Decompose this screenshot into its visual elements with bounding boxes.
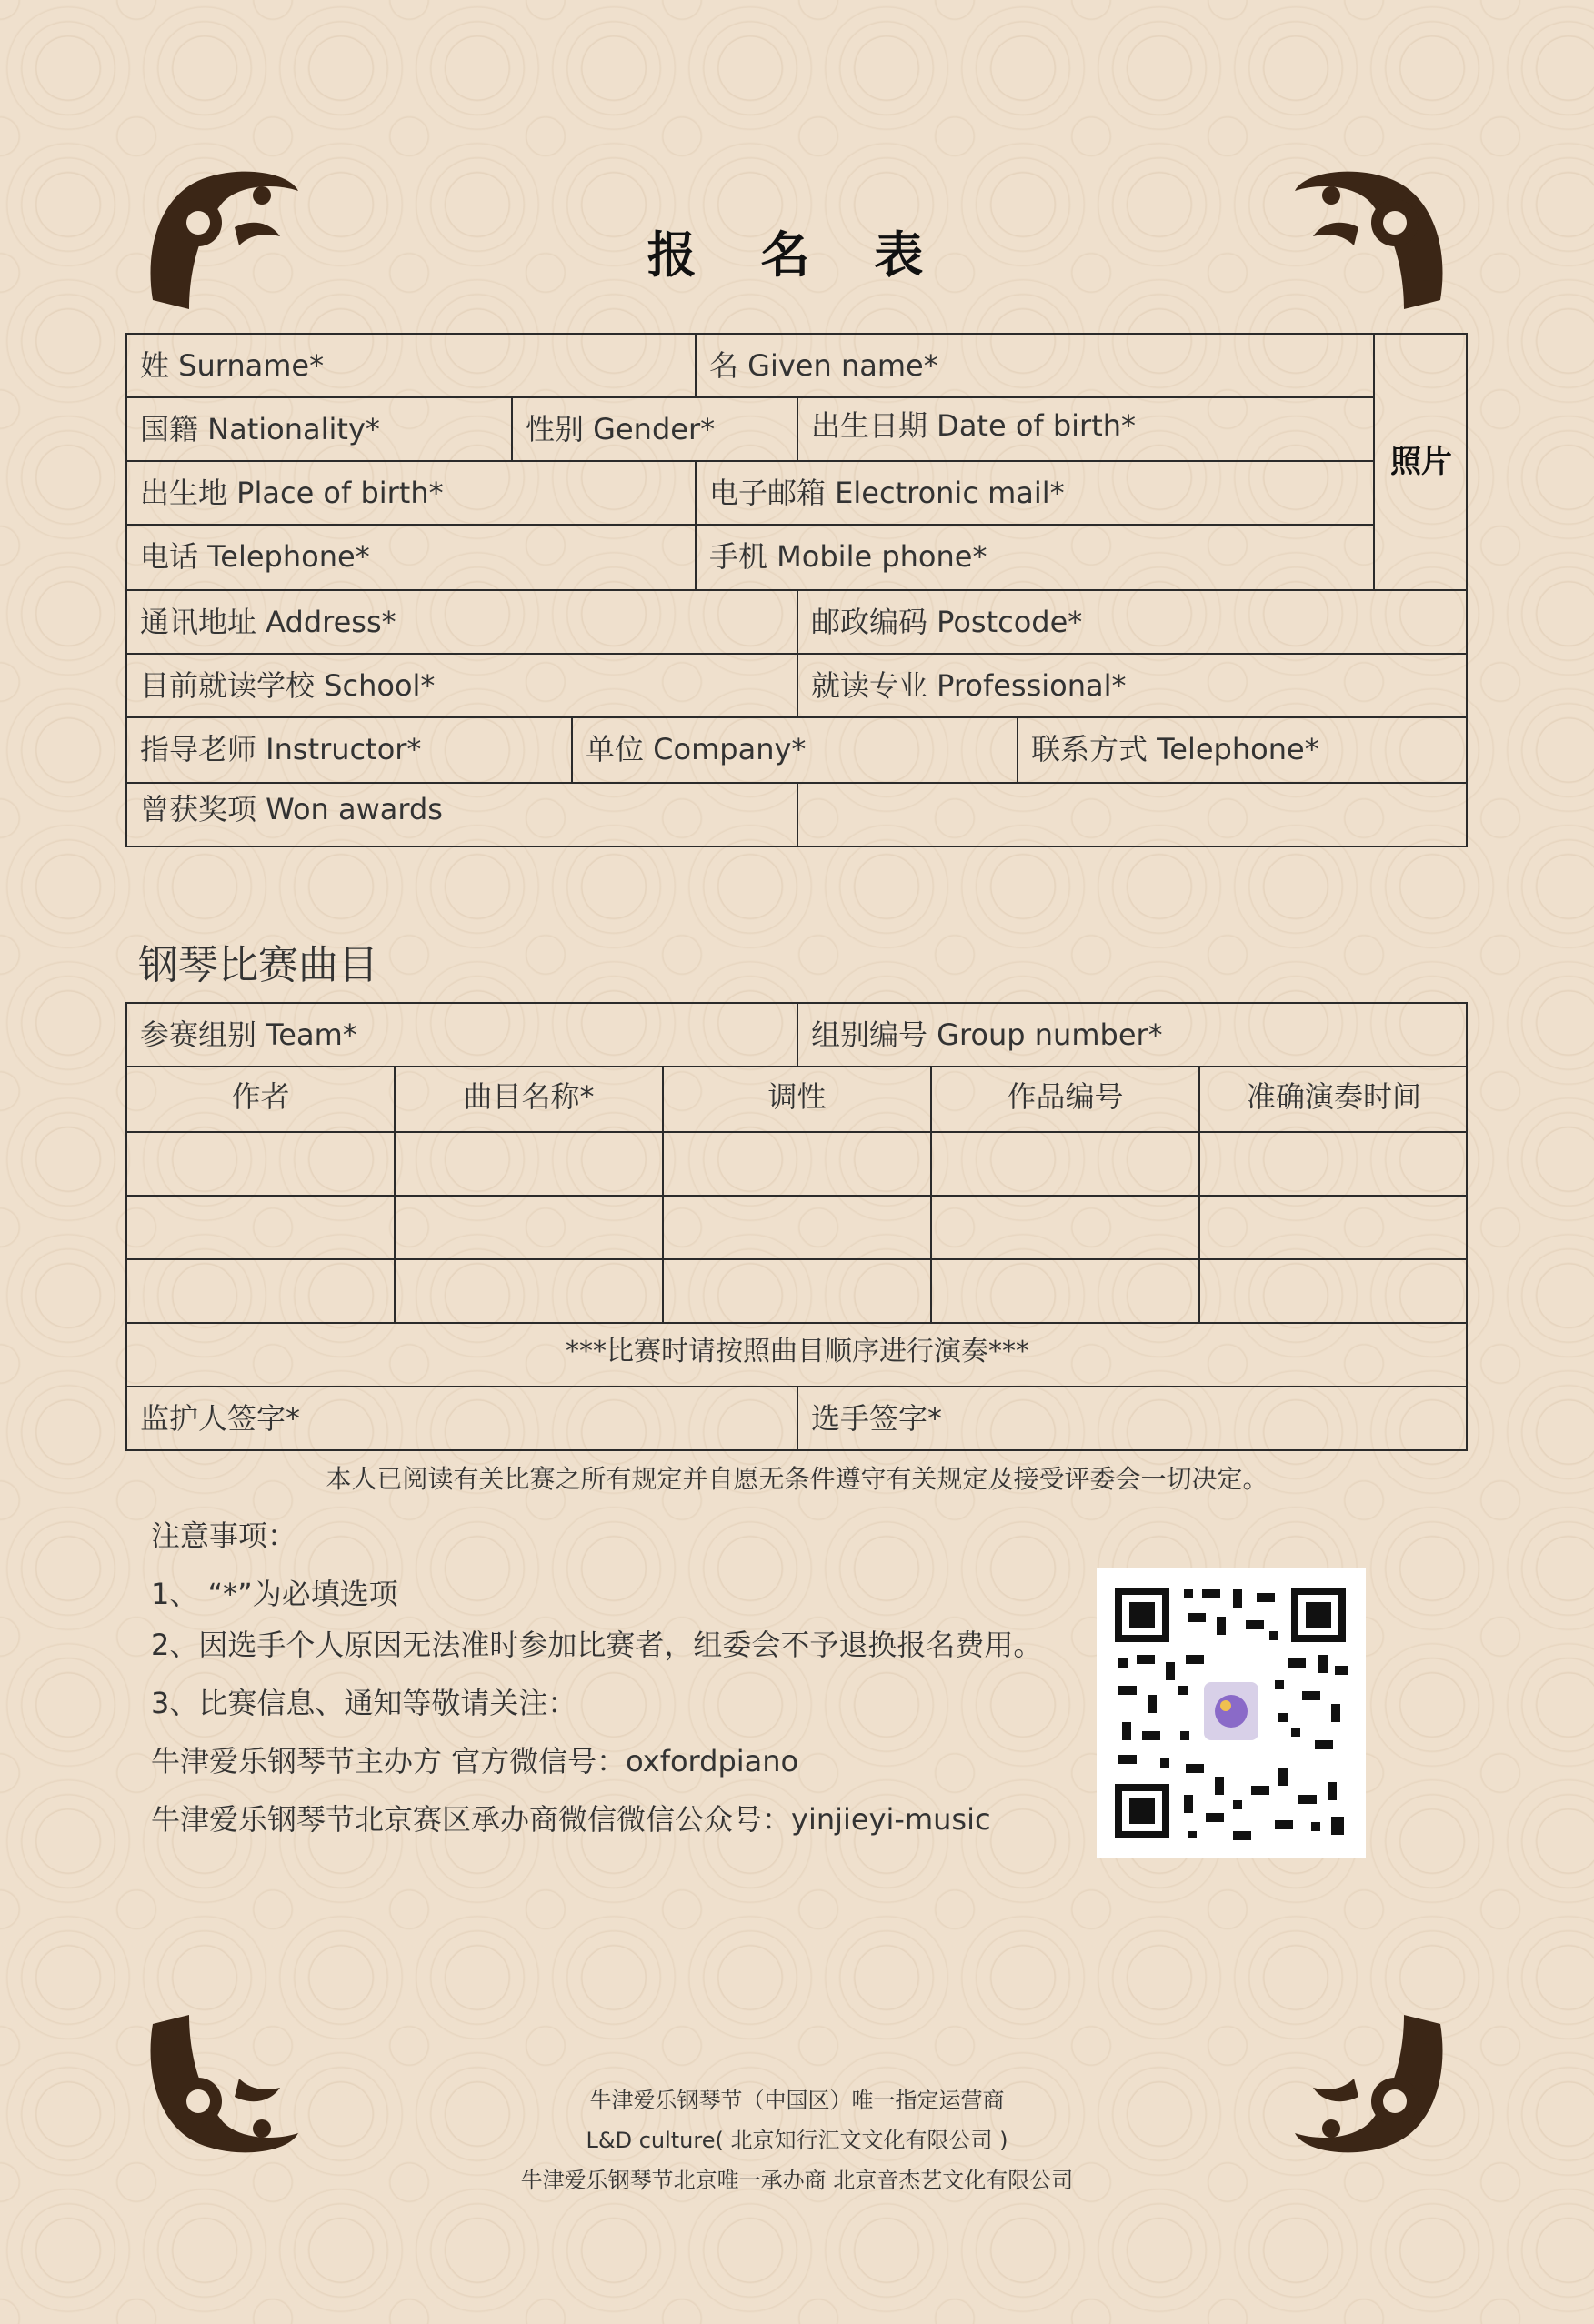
column-header-title: 曲目名称* xyxy=(396,1067,664,1133)
given-name-field[interactable]: 名 Given name* xyxy=(697,335,1375,398)
photo-box[interactable]: 照片 xyxy=(1375,335,1468,591)
qr-code-icon xyxy=(1097,1568,1366,1858)
repertoire-cell[interactable] xyxy=(664,1133,932,1197)
note-item: 1、 “*”为必填选项 xyxy=(151,1577,398,1611)
piano-repertoire-heading: 钢琴比赛曲目 xyxy=(138,942,378,988)
date-of-birth-field[interactable]: 出生日期 Date of birth* xyxy=(798,398,1375,462)
wechat-official-account: 牛津爱乐钢琴节主办方 官方微信号：oxfordpiano xyxy=(151,1744,799,1778)
wechat-organizer-account: 牛津爱乐钢琴节北京赛区承办商微信微信公众号：yinjieyi-music xyxy=(151,1802,991,1837)
contact-telephone-field[interactable]: 联系方式 Telephone* xyxy=(1018,718,1468,784)
team-field[interactable]: 参赛组别 Team* xyxy=(127,1004,798,1067)
company-field[interactable]: 单位 Company* xyxy=(573,718,1018,784)
repertoire-cell[interactable] xyxy=(932,1197,1200,1260)
repertoire-cell[interactable] xyxy=(1200,1133,1468,1197)
repertoire-cell[interactable] xyxy=(396,1133,664,1197)
column-header-duration: 准确演奏时间 xyxy=(1200,1067,1468,1133)
nationality-field[interactable]: 国籍 Nationality* xyxy=(127,398,513,462)
footer-company: L&D culture( 北京知行汇文文化有限公司 ) xyxy=(586,2128,1008,2153)
awards-field[interactable]: 曾获奖项 Won awards xyxy=(127,784,798,847)
form-title: 报 名 表 xyxy=(647,226,947,284)
repertoire-cell[interactable] xyxy=(932,1260,1200,1324)
repertoire-cell[interactable] xyxy=(664,1260,932,1324)
gender-field[interactable]: 性别 Gender* xyxy=(513,398,798,462)
notes-heading: 注意事项： xyxy=(151,1518,297,1553)
mobile-phone-field[interactable]: 手机 Mobile phone* xyxy=(697,526,1375,591)
performance-order-note: ***比赛时请按照曲目顺序进行演奏*** xyxy=(127,1324,1468,1387)
personal-info-table xyxy=(125,333,1468,847)
column-header-composer: 作者 xyxy=(127,1067,396,1133)
note-item: 3、比赛信息、通知等敬请关注： xyxy=(151,1686,577,1720)
awards-input[interactable] xyxy=(798,784,1468,847)
column-header-key: 调性 xyxy=(664,1067,932,1133)
footer-operator: 牛津爱乐钢琴节（中国区）唯一指定运营商 xyxy=(589,2088,1005,2113)
school-field[interactable]: 目前就读学校 School* xyxy=(127,655,798,718)
instructor-field[interactable]: 指导老师 Instructor* xyxy=(127,718,573,784)
repertoire-cell[interactable] xyxy=(396,1197,664,1260)
repertoire-cell[interactable] xyxy=(396,1260,664,1324)
group-number-field[interactable]: 组别编号 Group number* xyxy=(798,1004,1468,1067)
player-signature-field[interactable]: 选手签字* xyxy=(811,1401,943,1436)
repertoire-cell[interactable] xyxy=(127,1133,396,1197)
note-item: 2、因选手个人原因无法准时参加比赛者，组委会不予退换报名费用。 xyxy=(151,1628,1043,1662)
address-field[interactable]: 通讯地址 Address* xyxy=(127,591,798,655)
repertoire-cell[interactable] xyxy=(1200,1197,1468,1260)
column-header-opus: 作品编号 xyxy=(932,1067,1200,1133)
declaration-text: 本人已阅读有关比赛之所有规定并自愿无条件遵守有关规定及接受评委会一切决定。 xyxy=(326,1464,1268,1494)
surname-field[interactable]: 姓 Surname* xyxy=(127,335,697,398)
repertoire-cell[interactable] xyxy=(664,1197,932,1260)
telephone-field[interactable]: 电话 Telephone* xyxy=(127,526,697,591)
repertoire-cell[interactable] xyxy=(127,1260,396,1324)
repertoire-cell[interactable] xyxy=(1200,1260,1468,1324)
footer-organizer: 牛津爱乐钢琴节北京唯一承办商 北京音杰艺文化有限公司 xyxy=(520,2168,1074,2193)
place-of-birth-field[interactable]: 出生地 Place of birth* xyxy=(127,462,697,526)
repertoire-cell[interactable] xyxy=(127,1197,396,1260)
professional-field[interactable]: 就读专业 Professional* xyxy=(798,655,1468,718)
repertoire-table xyxy=(125,1002,1468,1451)
repertoire-cell[interactable] xyxy=(932,1133,1200,1197)
postcode-field[interactable]: 邮政编码 Postcode* xyxy=(798,591,1468,655)
email-field[interactable]: 电子邮箱 Electronic mail* xyxy=(697,462,1375,526)
guardian-signature-field[interactable]: 监护人签字* xyxy=(127,1387,798,1451)
